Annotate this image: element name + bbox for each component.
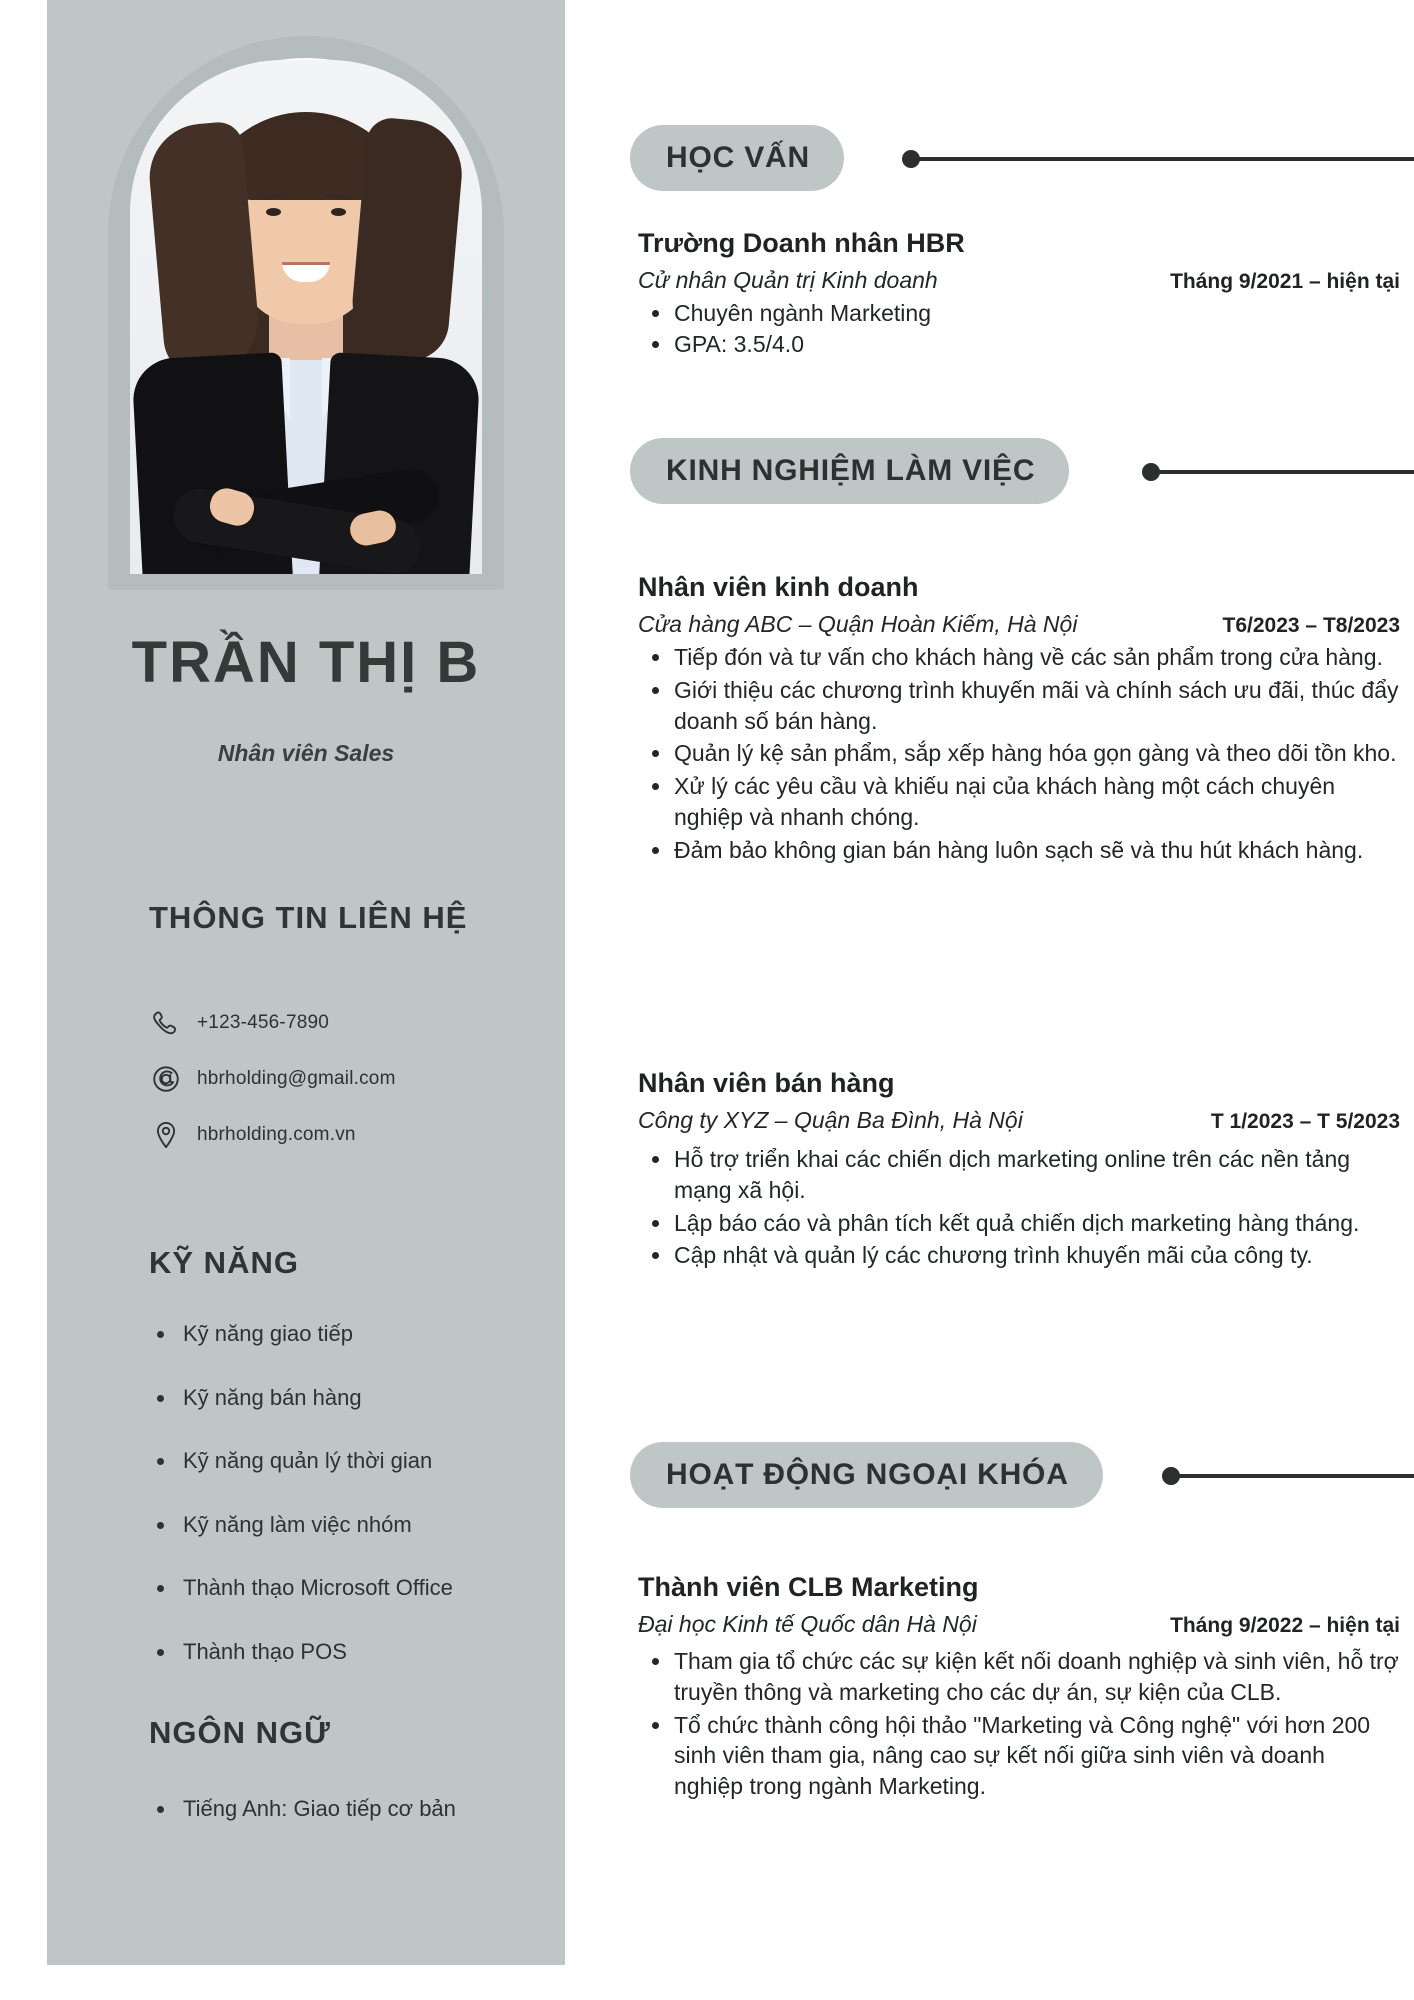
list-item: Kỹ năng giao tiếp bbox=[151, 1320, 581, 1348]
section-header-experience bbox=[610, 438, 1414, 504]
phone-value: +123-456-7890 bbox=[197, 1012, 330, 1033]
page-title: TRẦN THỊ B bbox=[131, 630, 481, 695]
list-item: Tổ chức thành công hội thảo "Marketing và Công nghệ" với hơn 200 sinh viên tham gia, nâng cao sự kết nối giữa sinh viên và doanh nghiệp trong ngành Marketing. bbox=[638, 1710, 1400, 1802]
list-item: Quản lý kệ sản phẩm, sắp xếp hàng hóa gọn gàng và theo dõi tồn kho. bbox=[638, 738, 1400, 769]
main-content bbox=[610, 0, 1414, 2000]
list-item: GPA: 3.5/4.0 bbox=[638, 329, 1400, 360]
languages-list bbox=[151, 1795, 581, 1859]
section-title: HOẠT ĐỘNG NGOẠI KHÓA bbox=[666, 1458, 1069, 1491]
skills-heading: KỸ NĂNG bbox=[149, 1245, 299, 1280]
entry-organization: Cử nhân Quản trị Kinh doanh bbox=[638, 267, 938, 293]
list-item: Kỹ năng bán hàng bbox=[151, 1384, 581, 1412]
skills-list bbox=[151, 1320, 581, 1701]
list-item: Kỹ năng quản lý thời gian bbox=[151, 1447, 581, 1475]
section-header-education bbox=[610, 125, 1414, 191]
list-item: Tiếp đón và tư vấn cho khách hàng về các sản phẩm trong cửa hàng. bbox=[638, 642, 1400, 673]
entry-bullets bbox=[638, 1646, 1400, 1802]
email-value: hbrholding@gmail.com bbox=[197, 1068, 396, 1089]
section-pill-education bbox=[630, 125, 844, 191]
contact-item-email[interactable] bbox=[151, 1051, 551, 1107]
entry-organization: Cửa hàng ABC – Quận Hoàn Kiếm, Hà Nội bbox=[638, 611, 1078, 637]
entry-title: Trường Doanh nhân HBR bbox=[638, 228, 965, 258]
entry-date: T 1/2023 – T 5/2023 bbox=[1210, 1110, 1400, 1133]
website-value: hbrholding.com.vn bbox=[197, 1124, 356, 1145]
list-item: Tham gia tổ chức các sự kiện kết nối doanh nghiệp và sinh viên, hỗ trợ truyền thông và marketing cho các dự án, sự kiện của CLB. bbox=[638, 1646, 1400, 1708]
sidebar bbox=[47, 0, 565, 1965]
list-item: Chuyên ngành Marketing bbox=[638, 298, 1400, 329]
section-rule bbox=[910, 157, 1414, 161]
entry-organization: Công ty XYZ – Quận Ba Đình, Hà Nội bbox=[638, 1107, 1023, 1133]
section-header-activities bbox=[610, 1442, 1414, 1508]
section-title: KINH NGHIỆM LÀM VIỆC bbox=[666, 454, 1036, 487]
list-item: Cập nhật và quản lý các chương trình khuyến mãi của công ty. bbox=[638, 1240, 1400, 1271]
profile-photo bbox=[130, 60, 482, 574]
section-rule bbox=[1150, 470, 1414, 474]
list-item: Xử lý các yêu cầu và khiếu nại của khách hàng một cách chuyên nghiệp và nhanh chóng. bbox=[638, 771, 1400, 833]
entry-meta bbox=[638, 1611, 1400, 1638]
section-title: HỌC VẤN bbox=[666, 141, 810, 174]
list-item: Thành thạo Microsoft Office bbox=[151, 1574, 581, 1602]
entry-bullets bbox=[638, 1144, 1400, 1271]
entry-date: T6/2023 – T8/2023 bbox=[1222, 614, 1400, 637]
phone-icon bbox=[151, 1008, 197, 1038]
entry-bullets bbox=[638, 642, 1400, 866]
contact-item-phone[interactable] bbox=[151, 995, 551, 1051]
activity-entry bbox=[638, 1572, 1400, 1804]
list-item: Hỗ trợ triển khai các chiến dịch marketing online trên các nền tảng mạng xã hội. bbox=[638, 1144, 1400, 1206]
contact-heading: THÔNG TIN LIÊN HỆ bbox=[149, 900, 468, 935]
location-pin-icon bbox=[151, 1120, 197, 1150]
entry-title: Nhân viên bán hàng bbox=[638, 1068, 895, 1098]
list-item: Kỹ năng làm việc nhóm bbox=[151, 1511, 581, 1539]
section-pill-experience bbox=[630, 438, 1069, 504]
entry-date: Tháng 9/2022 – hiện tại bbox=[1170, 1614, 1400, 1637]
list-item: Đảm bảo không gian bán hàng luôn sạch sẽ và thu hút khách hàng. bbox=[638, 835, 1400, 866]
entry-bullets bbox=[638, 298, 1400, 360]
section-dot bbox=[1162, 1467, 1180, 1485]
section-pill-activities bbox=[630, 1442, 1103, 1508]
entry-organization: Đại học Kinh tế Quốc dân Hà Nội bbox=[638, 1611, 977, 1637]
email-icon bbox=[151, 1064, 197, 1094]
portrait-illustration bbox=[130, 60, 482, 574]
entry-meta bbox=[638, 1107, 1400, 1134]
profile-photo-frame bbox=[108, 36, 504, 590]
contact-list bbox=[151, 995, 551, 1163]
entry-title: Nhân viên kinh doanh bbox=[638, 572, 919, 602]
entry-title: Thành viên CLB Marketing bbox=[638, 1572, 979, 1602]
entry-meta bbox=[638, 611, 1400, 638]
languages-heading: NGÔN NGỮ bbox=[149, 1715, 331, 1750]
list-item: Giới thiệu các chương trình khuyến mãi và chính sách ưu đãi, thúc đẩy doanh số bán hàng. bbox=[638, 675, 1400, 737]
experience-entry-2 bbox=[638, 1068, 1400, 1273]
section-dot bbox=[1142, 463, 1160, 481]
entry-meta bbox=[638, 267, 1400, 294]
list-item: Lập báo cáo và phân tích kết quả chiến dịch marketing hàng tháng. bbox=[638, 1208, 1400, 1239]
entry-date: Tháng 9/2021 – hiện tại bbox=[1170, 270, 1400, 293]
section-dot bbox=[902, 150, 920, 168]
list-item: Tiếng Anh: Giao tiếp cơ bản bbox=[151, 1795, 581, 1823]
section-rule bbox=[1170, 1474, 1414, 1478]
list-item: Thành thạo POS bbox=[151, 1638, 581, 1666]
experience-entry-1 bbox=[638, 572, 1400, 868]
education-entry bbox=[638, 228, 1400, 360]
job-role-subtitle: Nhân viên Sales bbox=[217, 740, 395, 766]
contact-item-website[interactable] bbox=[151, 1107, 551, 1163]
